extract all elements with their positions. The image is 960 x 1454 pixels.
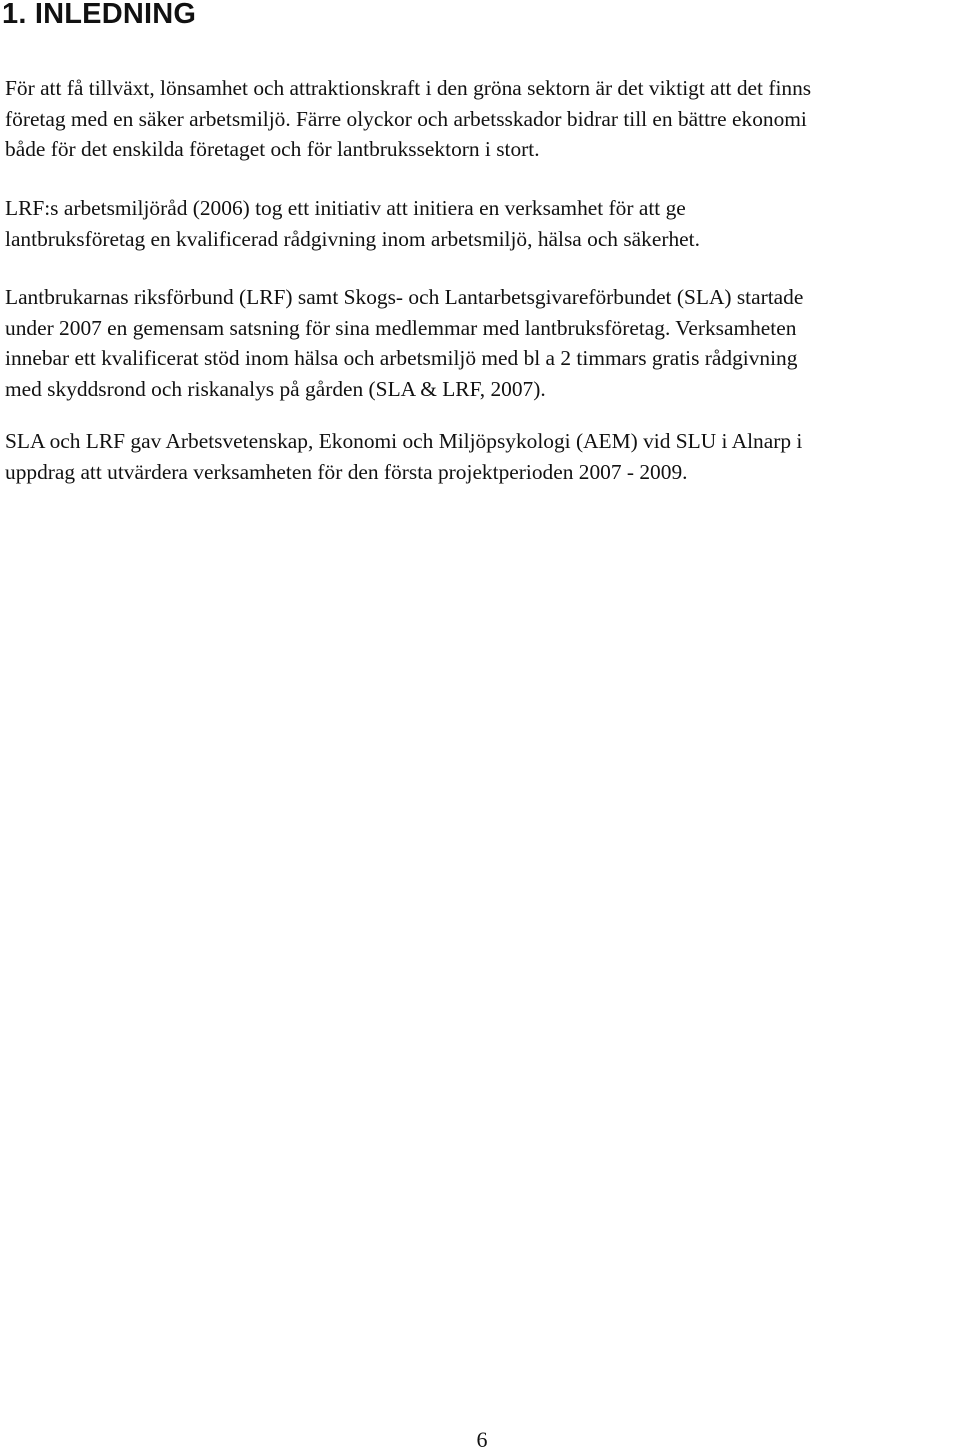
paragraph-evaluation [5, 426, 802, 487]
paragraph-joint-effort [5, 282, 803, 404]
text-line: med skyddsrond och riskanalys på gården (SLA & LRF, 2007). [5, 376, 546, 401]
text-line: under 2007 en gemensam satsning för sina medlemmar med lantbruksföretag. Verksamheten [5, 315, 797, 340]
text-line: uppdrag att utvärdera verksamheten för den första projektperioden 2007 - 2009. [5, 459, 688, 484]
text-line: LRF:s arbetsmiljöråd (2006) tog ett initiativ att initiera en verksamhet för att ge [5, 196, 686, 220]
text-line: lantbruksföretag en kvalificerad rådgivning inom arbetsmiljö, hälsa och säkerhet. [5, 226, 700, 251]
text-line: För att få tillväxt, lönsamhet och attraktionskraft i den gröna sektorn är det viktigt att det finns [5, 76, 812, 100]
text-line: företag med en säker arbetsmiljö. Färre olyckor och arbetsskador bidrar till en bättre ekonomi [5, 106, 807, 131]
text-line: SLA och LRF gav Arbetsvetenskap, Ekonomi och Miljöpsykologi (AEM) vid SLU i Alnarp i [5, 429, 803, 453]
text-line: både för det enskilda företaget och för lantbrukssektorn i stort. [5, 137, 540, 162]
paragraph-lrf-initiative [5, 193, 700, 254]
section-heading: 1. INLEDNING [2, 0, 197, 30]
text-line: innebar ett kvalificerat stöd inom hälsa och arbetsmiljö med bl a 2 timmars gratis rådgivning [5, 346, 798, 371]
page-number: 6 [476, 1427, 488, 1452]
paragraph-intro [5, 73, 811, 165]
text-line: Lantbrukarnas riksförbund (LRF) samt Skogs- och Lantarbetsgivareförbundet (SLA) startade [5, 285, 804, 309]
